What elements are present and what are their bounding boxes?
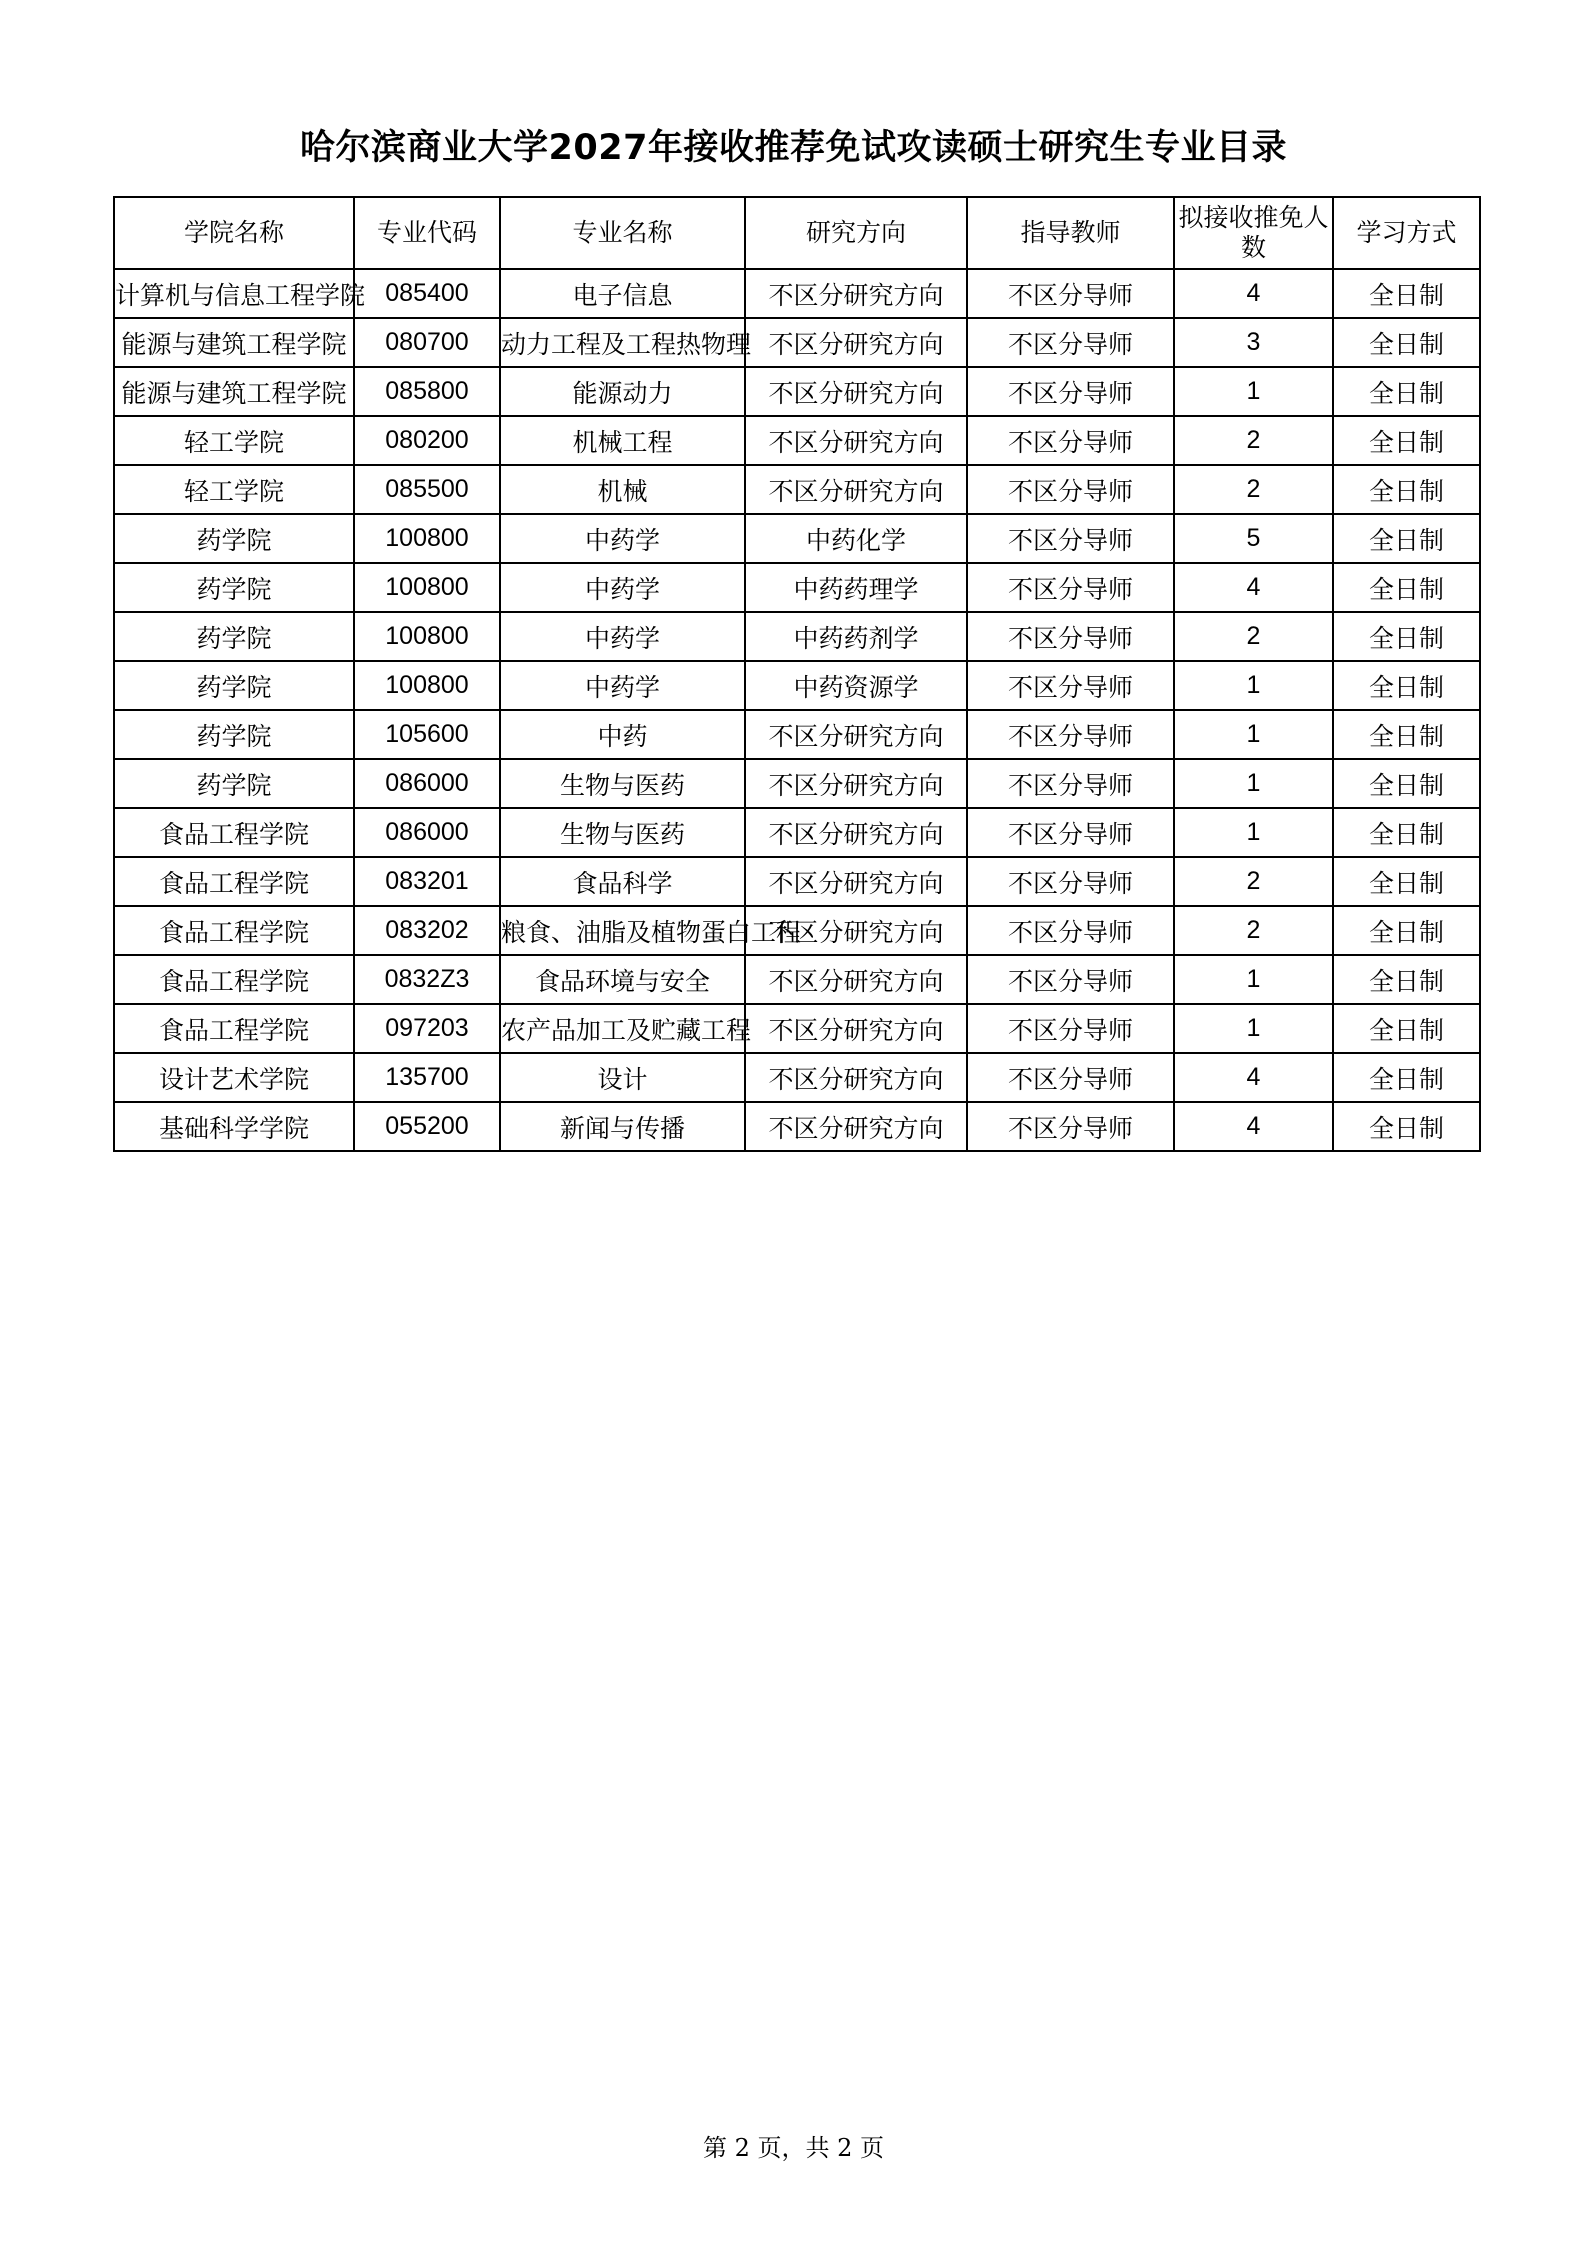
research-direction-cell: 中药药剂学 (745, 612, 967, 661)
research-direction-cell: 不区分研究方向 (745, 857, 967, 906)
major-code-cell: 135700 (354, 1053, 500, 1102)
college-cell: 药学院 (114, 661, 354, 710)
college-cell: 设计艺术学院 (114, 1053, 354, 1102)
header-supervisor: 指导教师 (967, 197, 1174, 269)
supervisor-cell: 不区分导师 (967, 563, 1174, 612)
research-direction-cell: 不区分研究方向 (745, 759, 967, 808)
header-research-direction: 研究方向 (745, 197, 967, 269)
research-direction-cell: 中药化学 (745, 514, 967, 563)
table-row (114, 514, 1480, 563)
research-direction-cell: 不区分研究方向 (745, 1053, 967, 1102)
quota-cell: 4 (1174, 269, 1333, 318)
supervisor-cell: 不区分导师 (967, 318, 1174, 367)
quota-cell: 2 (1174, 857, 1333, 906)
college-cell: 食品工程学院 (114, 906, 354, 955)
study-mode-cell: 全日制 (1333, 612, 1480, 661)
study-mode-cell: 全日制 (1333, 759, 1480, 808)
study-mode-cell: 全日制 (1333, 955, 1480, 1004)
college-cell: 食品工程学院 (114, 857, 354, 906)
supervisor-cell: 不区分导师 (967, 955, 1174, 1004)
major-name-cell: 食品科学 (500, 857, 745, 906)
major-code-cell: 083202 (354, 906, 500, 955)
quota-cell: 1 (1174, 955, 1333, 1004)
supervisor-cell: 不区分导师 (967, 416, 1174, 465)
quota-cell: 2 (1174, 612, 1333, 661)
table-row (114, 759, 1480, 808)
major-name-cell: 农产品加工及贮藏工程 (500, 1004, 745, 1053)
major-name-cell: 中药学 (500, 514, 745, 563)
college-cell: 食品工程学院 (114, 808, 354, 857)
major-code-cell: 086000 (354, 759, 500, 808)
college-cell: 药学院 (114, 563, 354, 612)
college-cell: 药学院 (114, 612, 354, 661)
quota-cell: 1 (1174, 759, 1333, 808)
quota-cell: 4 (1174, 1053, 1333, 1102)
major-code-cell: 0832Z3 (354, 955, 500, 1004)
college-cell: 计算机与信息工程学院 (114, 269, 354, 318)
college-cell: 轻工学院 (114, 465, 354, 514)
study-mode-cell: 全日制 (1333, 1102, 1480, 1151)
table-row (114, 612, 1480, 661)
table-row (114, 710, 1480, 759)
table-row (114, 367, 1480, 416)
table-row (114, 906, 1480, 955)
study-mode-cell: 全日制 (1333, 563, 1480, 612)
major-code-cell: 097203 (354, 1004, 500, 1053)
program-catalog-table (113, 196, 1481, 1152)
supervisor-cell: 不区分导师 (967, 1004, 1174, 1053)
major-name-cell: 中药 (500, 710, 745, 759)
table-row (114, 661, 1480, 710)
major-code-cell: 100800 (354, 661, 500, 710)
page-title: 哈尔滨商业大学2027年接收推荐免试攻读硕士研究生专业目录 (300, 128, 1287, 168)
table-row (114, 857, 1480, 906)
supervisor-cell: 不区分导师 (967, 906, 1174, 955)
table-row (114, 1004, 1480, 1053)
quota-cell: 1 (1174, 661, 1333, 710)
college-cell: 药学院 (114, 514, 354, 563)
header-planned-quota: 拟接收推免人数 (1174, 197, 1333, 269)
major-name-cell: 中药学 (500, 612, 745, 661)
major-name-cell: 机械工程 (500, 416, 745, 465)
major-code-cell: 085800 (354, 367, 500, 416)
major-code-cell: 100800 (354, 612, 500, 661)
supervisor-cell: 不区分导师 (967, 661, 1174, 710)
research-direction-cell: 不区分研究方向 (745, 1102, 967, 1151)
table-row (114, 416, 1480, 465)
supervisor-cell: 不区分导师 (967, 269, 1174, 318)
major-name-cell: 电子信息 (500, 269, 745, 318)
major-code-cell: 105600 (354, 710, 500, 759)
major-name-cell: 中药学 (500, 563, 745, 612)
table-row (114, 1053, 1480, 1102)
research-direction-cell: 不区分研究方向 (745, 416, 967, 465)
supervisor-cell: 不区分导师 (967, 1053, 1174, 1102)
major-code-cell: 085400 (354, 269, 500, 318)
study-mode-cell: 全日制 (1333, 465, 1480, 514)
table-header-row (114, 197, 1480, 269)
quota-cell: 4 (1174, 1102, 1333, 1151)
table-row (114, 955, 1480, 1004)
major-code-cell: 055200 (354, 1102, 500, 1151)
major-code-cell: 080200 (354, 416, 500, 465)
major-name-cell: 食品环境与安全 (500, 955, 745, 1004)
research-direction-cell: 中药药理学 (745, 563, 967, 612)
study-mode-cell: 全日制 (1333, 1053, 1480, 1102)
supervisor-cell: 不区分导师 (967, 514, 1174, 563)
college-cell: 食品工程学院 (114, 955, 354, 1004)
major-code-cell: 100800 (354, 563, 500, 612)
header-major-code: 专业代码 (354, 197, 500, 269)
quota-cell: 2 (1174, 465, 1333, 514)
table-row (114, 1102, 1480, 1151)
quota-cell: 1 (1174, 1004, 1333, 1053)
college-cell: 轻工学院 (114, 416, 354, 465)
quota-cell: 1 (1174, 710, 1333, 759)
header-major-name: 专业名称 (500, 197, 745, 269)
study-mode-cell: 全日制 (1333, 710, 1480, 759)
major-name-cell: 能源动力 (500, 367, 745, 416)
table-row (114, 465, 1480, 514)
study-mode-cell: 全日制 (1333, 416, 1480, 465)
study-mode-cell: 全日制 (1333, 857, 1480, 906)
major-name-cell: 中药学 (500, 661, 745, 710)
research-direction-cell: 不区分研究方向 (745, 710, 967, 759)
study-mode-cell: 全日制 (1333, 808, 1480, 857)
study-mode-cell: 全日制 (1333, 318, 1480, 367)
research-direction-cell: 不区分研究方向 (745, 367, 967, 416)
college-cell: 能源与建筑工程学院 (114, 318, 354, 367)
research-direction-cell: 不区分研究方向 (745, 269, 967, 318)
major-code-cell: 083201 (354, 857, 500, 906)
supervisor-cell: 不区分导师 (967, 759, 1174, 808)
study-mode-cell: 全日制 (1333, 661, 1480, 710)
supervisor-cell: 不区分导师 (967, 1102, 1174, 1151)
supervisor-cell: 不区分导师 (967, 465, 1174, 514)
supervisor-cell: 不区分导师 (967, 367, 1174, 416)
research-direction-cell: 不区分研究方向 (745, 955, 967, 1004)
supervisor-cell: 不区分导师 (967, 808, 1174, 857)
header-college: 学院名称 (114, 197, 354, 269)
supervisor-cell: 不区分导师 (967, 612, 1174, 661)
major-code-cell: 100800 (354, 514, 500, 563)
research-direction-cell: 不区分研究方向 (745, 465, 967, 514)
college-cell: 食品工程学院 (114, 1004, 354, 1053)
quota-cell: 2 (1174, 906, 1333, 955)
study-mode-cell: 全日制 (1333, 906, 1480, 955)
table-row (114, 808, 1480, 857)
study-mode-cell: 全日制 (1333, 1004, 1480, 1053)
major-code-cell: 080700 (354, 318, 500, 367)
college-cell: 能源与建筑工程学院 (114, 367, 354, 416)
quota-cell: 1 (1174, 808, 1333, 857)
research-direction-cell: 不区分研究方向 (745, 1004, 967, 1053)
major-name-cell: 生物与医药 (500, 808, 745, 857)
study-mode-cell: 全日制 (1333, 514, 1480, 563)
page-footer: 第 2 页，共 2 页 (702, 2134, 885, 2162)
major-name-cell: 机械 (500, 465, 745, 514)
college-cell: 基础科学学院 (114, 1102, 354, 1151)
study-mode-cell: 全日制 (1333, 367, 1480, 416)
table-row (114, 563, 1480, 612)
major-code-cell: 086000 (354, 808, 500, 857)
research-direction-cell: 中药资源学 (745, 661, 967, 710)
major-name-cell: 生物与医药 (500, 759, 745, 808)
quota-cell: 4 (1174, 563, 1333, 612)
header-study-mode: 学习方式 (1333, 197, 1480, 269)
major-name-cell: 新闻与传播 (500, 1102, 745, 1151)
supervisor-cell: 不区分导师 (967, 857, 1174, 906)
research-direction-cell: 不区分研究方向 (745, 808, 967, 857)
college-cell: 药学院 (114, 710, 354, 759)
major-name-cell: 设计 (500, 1053, 745, 1102)
major-name-cell: 动力工程及工程热物理 (500, 318, 745, 367)
quota-cell: 1 (1174, 367, 1333, 416)
major-code-cell: 085500 (354, 465, 500, 514)
major-name-cell: 粮食、油脂及植物蛋白工程 (500, 906, 745, 955)
table-row (114, 269, 1480, 318)
college-cell: 药学院 (114, 759, 354, 808)
research-direction-cell: 不区分研究方向 (745, 318, 967, 367)
quota-cell: 2 (1174, 416, 1333, 465)
table-row (114, 318, 1480, 367)
quota-cell: 3 (1174, 318, 1333, 367)
study-mode-cell: 全日制 (1333, 269, 1480, 318)
research-direction-cell: 不区分研究方向 (745, 906, 967, 955)
supervisor-cell: 不区分导师 (967, 710, 1174, 759)
quota-cell: 5 (1174, 514, 1333, 563)
